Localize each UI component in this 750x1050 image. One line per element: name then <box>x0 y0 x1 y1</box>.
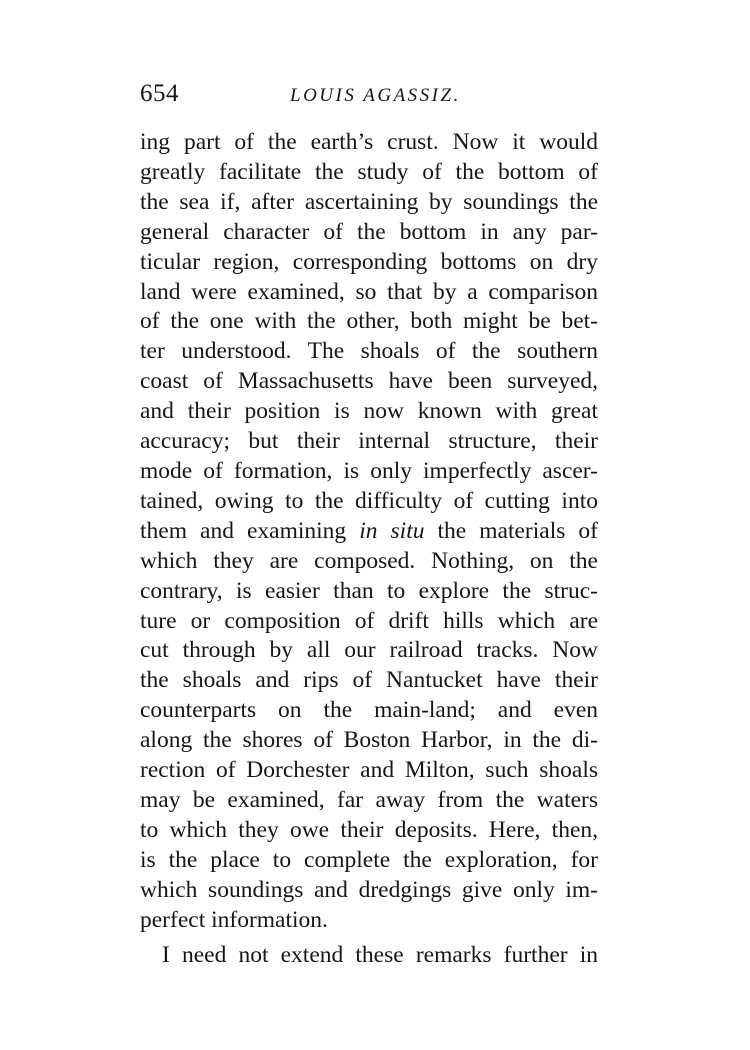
page-number: 654 <box>140 80 179 107</box>
text-line: cut through by all our railroad tracks. Now <box>140 637 598 664</box>
text-line: may be examined, far away from the waters <box>140 786 598 813</box>
text-line: ing part of the earth’s crust. Now it would <box>140 129 598 155</box>
text-line: I need not extend these remarks further in <box>162 942 598 969</box>
running-title: LOUIS AGASSIZ. <box>290 85 461 106</box>
text-line: the shoals and rips of Nantucket have their <box>140 667 598 694</box>
text-segment: the materials of <box>424 517 598 544</box>
text-line: to which they owe their deposits. Here, then, <box>140 816 598 843</box>
text-line: ture or composition of drift hills which are <box>140 607 598 634</box>
text-line: ticular region, corresponding bottoms on dry <box>140 248 598 275</box>
text-line: the sea if, after ascertaining by soundings the <box>140 188 598 215</box>
paragraph-2 <box>140 941 598 971</box>
text-line: which soundings and dredgings give only im- <box>140 876 598 903</box>
text-line: greatly facilitate the study of the bottom of <box>140 158 598 185</box>
text-line: ter understood. The shoals of the southern <box>140 338 598 365</box>
text-line: general character of the bottom in any par- <box>140 218 598 245</box>
italic-phrase: in situ <box>359 517 425 544</box>
running-head <box>140 80 600 112</box>
text-line: is the place to complete the exploration, for <box>140 846 598 873</box>
text-line: perfect information. <box>140 906 328 933</box>
text-line: tained, owing to the difficulty of cutting into <box>140 487 598 514</box>
text-line: rection of Dorchester and Milton, such shoals <box>140 757 598 784</box>
text-line: land were examined, so that by a comparison <box>140 278 598 305</box>
text-segment: them and examining <box>140 517 360 544</box>
body-text <box>140 128 598 971</box>
text-line: coast of Massachusetts have been surveyed, <box>140 368 598 395</box>
text-line: which they are composed. Nothing, on the <box>140 547 598 574</box>
text-line: along the shores of Boston Harbor, in the di- <box>140 727 598 754</box>
text-line: accuracy; but their internal structure, their <box>140 428 598 455</box>
text-line-with-italic <box>140 517 598 547</box>
paragraph-1 <box>140 128 598 935</box>
text-line: of the one with the other, both might be bet- <box>140 308 598 335</box>
text-line: contrary, is easier than to explore the struc- <box>140 577 598 604</box>
text-line: mode of formation, is only imperfectly ascer- <box>140 457 598 484</box>
text-line: counterparts on the main-land; and even <box>140 697 598 724</box>
text-line: and their position is now known with great <box>140 398 598 425</box>
